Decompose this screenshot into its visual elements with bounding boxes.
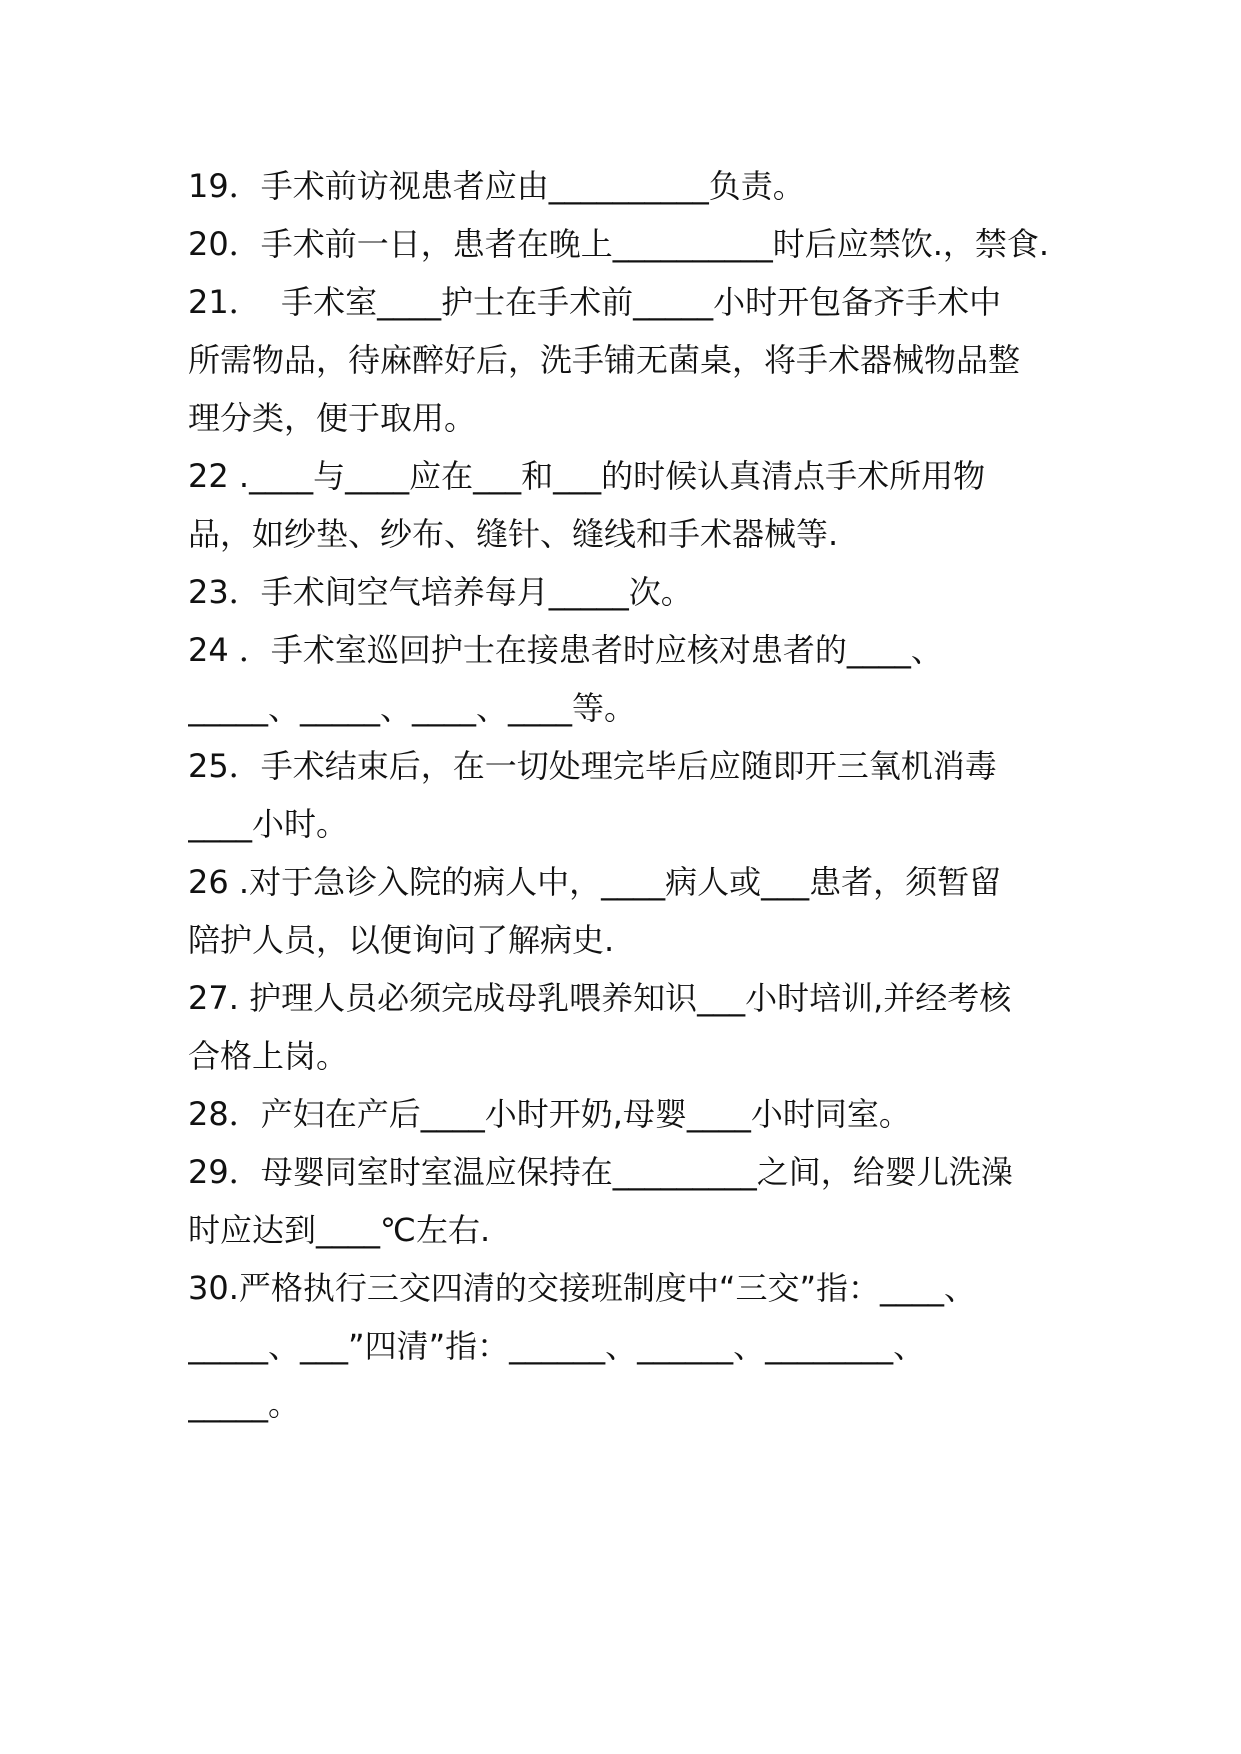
question-29-line-1: 29．母婴同室时室温应保持在_________之间，给婴儿洗澡 [188, 1153, 1013, 1191]
question-29-line-2: 时应达到____℃左右. [188, 1211, 491, 1249]
question-21-line-1: 21． 手术室____护士在手术前_____小时开包备齐手术中 [188, 283, 1002, 321]
question-30-line-1: 30.严格执行三交四清的交接班制度中“三交”指：____、 [188, 1269, 977, 1307]
question-25-line-1: 25．手术结束后，在一切处理完毕后应随即开三氧机消毒 [188, 747, 997, 785]
question-28: 28．产妇在产后____小时开奶,母婴____小时同室。 [188, 1095, 911, 1133]
question-19: 19．手术前访视患者应由__________负责。 [188, 167, 805, 205]
question-26-line-1: 26 .对于急诊入院的病人中，____病人或___患者，须暂留 [188, 863, 1002, 901]
question-22-line-1: 22 .____与____应在___和___的时候认真清点手术所用物 [188, 457, 986, 495]
question-30-line-2: _____、___”四清”指：______、______、________、 [188, 1327, 926, 1365]
question-21-line-3: 理分类，便于取用。 [188, 399, 477, 437]
question-30-line-3: _____。 [188, 1385, 301, 1423]
question-27-line-2: 合格上岗。 [188, 1037, 349, 1075]
question-26-line-2: 陪护人员，以便询问了解病史. [188, 921, 615, 959]
question-22-line-2: 品，如纱垫、纱布、缝针、缝线和手术器械等. [188, 515, 839, 553]
question-27-line-1: 27. 护理人员必须完成母乳喂养知识___小时培训,并经考核 [188, 979, 1012, 1017]
question-21-line-2: 所需物品，待麻醉好后，洗手铺无菌桌，将手术器械物品整 [188, 341, 1021, 379]
question-23: 23．手术间空气培养每月_____次。 [188, 573, 693, 611]
question-24-line-1: 24 ．手术室巡回护士在接患者时应核对患者的____、 [188, 631, 943, 669]
question-20: 20．手术前一日，患者在晚上__________时后应禁饮.，禁食. [188, 225, 1050, 263]
question-24-line-2: _____、_____、____、____等。 [188, 689, 637, 727]
question-25-line-2: ____小时。 [188, 805, 349, 843]
